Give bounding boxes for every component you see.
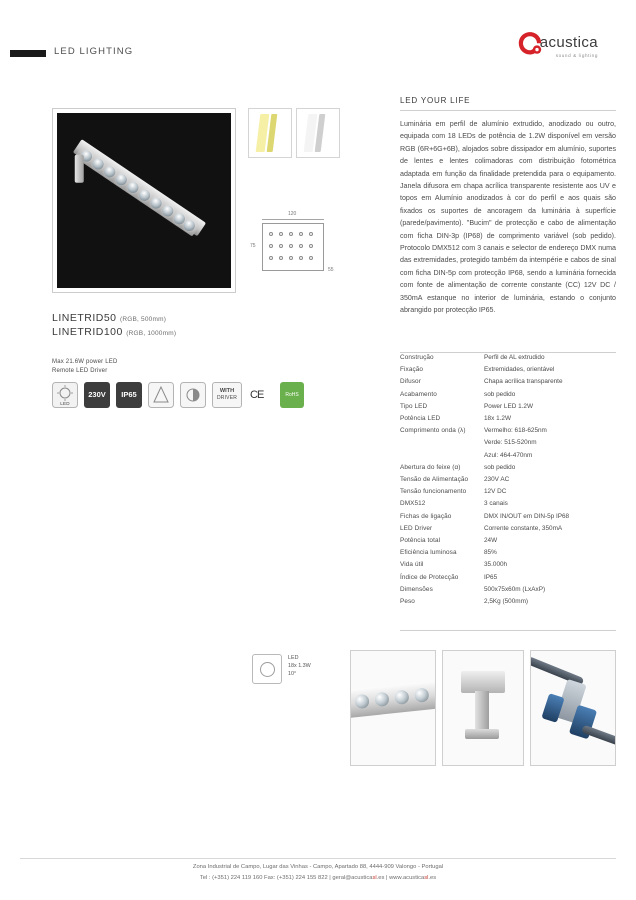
led-beam-icon (252, 654, 282, 684)
spec-row (400, 559, 616, 571)
spec-value: 12V DC (484, 488, 507, 496)
spec-value: 24W (484, 537, 498, 545)
title-divider (400, 110, 616, 111)
spec-key: Eficiência luminosa (400, 549, 457, 557)
spec-key: Potência LED (400, 415, 441, 423)
bracket-stem (475, 691, 489, 731)
ip65-icon (116, 382, 142, 408)
led-beam-line: 10° (288, 671, 297, 677)
spec-row (400, 535, 616, 547)
drawing-dim-line-top (262, 219, 324, 220)
spec-key: Construção (400, 354, 434, 361)
spec-key: Índice de Protecção (400, 573, 459, 581)
model-list (52, 312, 272, 340)
spec-value: Power LED 1.2W (484, 402, 534, 410)
spec-row (400, 547, 616, 559)
led-icon-label: LED (60, 401, 70, 406)
model-row (52, 326, 272, 338)
voltage-icon (84, 382, 110, 408)
spec-row (400, 401, 616, 413)
led-bar-illustration (57, 124, 218, 288)
beam-glyph (148, 382, 174, 408)
with-driver-bottom: DRIVER (216, 395, 238, 401)
section-title-led-your-life: LED YOUR LIFE (400, 96, 471, 105)
spec-row (400, 511, 616, 523)
bracket-head (461, 671, 505, 693)
model-spec: (RGB, 1000mm) (126, 330, 177, 337)
with-driver-top: WITH (219, 388, 235, 394)
spec-key: Peso (400, 598, 415, 606)
spec-value: 230V AC (484, 476, 510, 484)
spec-row (400, 413, 616, 425)
power-notes (52, 358, 118, 376)
spec-value: 500x75x60m (LxAxP) (484, 585, 546, 593)
spec-value: DMX IN/OUT em DIN-5p IP68 (484, 512, 570, 520)
feature-icon-row (52, 382, 299, 410)
finish-swatches (248, 108, 340, 158)
page-category-title: LED LIGHTING (54, 46, 134, 57)
spec-table (400, 352, 616, 608)
rohs-icon (280, 382, 304, 408)
spec-key: Acabamento (400, 390, 437, 398)
power-note-line: Remote LED Driver (52, 368, 108, 374)
beam-angle-icon (148, 382, 174, 408)
spec-table-bottom-rule (400, 630, 616, 631)
led-beam-line: 18x 1.3W (288, 663, 311, 669)
spec-value: 85% (484, 549, 497, 557)
model-row (52, 312, 272, 324)
page-footer (0, 862, 636, 884)
spec-value: Verde: 515-520nm (484, 439, 537, 447)
ce-mark-icon (250, 389, 263, 401)
footer-contact-mid: .es | www.acustica (376, 875, 425, 881)
footer-contact-accent: sl (424, 875, 429, 881)
spec-value: sob pedido (484, 463, 516, 471)
bracket-illustration (461, 671, 505, 747)
closeup-led (374, 692, 389, 707)
ip-value: IP65 (121, 390, 137, 399)
spec-row (400, 596, 616, 608)
dimmable-icon (180, 382, 206, 408)
spec-key: Tensão de Alimentação (400, 476, 469, 484)
drawing-dim-left: 75 (250, 243, 256, 249)
spec-value: 18x 1.2W (484, 415, 511, 423)
spec-value: sob pedido (484, 390, 516, 398)
spec-key: Tensão funcionamento (400, 488, 467, 496)
footer-contact-post: .es (428, 875, 437, 881)
technical-drawing (248, 205, 344, 291)
spec-row (400, 437, 616, 449)
spec-row (400, 389, 616, 401)
footer-divider (20, 858, 616, 859)
spec-key: Dimensões (400, 585, 433, 593)
spec-row (400, 498, 616, 510)
voltage-value: 230V (88, 390, 106, 399)
spec-row (400, 572, 616, 584)
spec-row (400, 523, 616, 535)
detail-photo-row (350, 650, 616, 766)
spec-key: Abertura do feixe (α) (400, 463, 461, 471)
brand-logo (504, 28, 616, 76)
footer-contact-pre: Tel : (+351) 224 119 160 Fax: (+351) 224 155 822 | geral@acustica (199, 875, 373, 881)
photo-mounting-bracket (442, 650, 524, 766)
brand-tagline: sound & lighting (555, 53, 598, 58)
spec-key: Tipo LED (400, 402, 428, 410)
model-name: LINETRID100 (52, 326, 123, 338)
product-description: Luminária em perfil de alumínio extrudido, anodizado ou outro, equipada com 18 LEDs de potência de 1.2W disponível em versão RGB (6R+6G+6B), alojados sobre dissipador em alumínio, suportes de lentes e lentes colimadoras com distribuição fotométrica adaptada em função da finalidade pretendida para o equipamento. Janela difusora em chapa acrílica transparente resistente aos UV e topos em Alumínio anodizados à cor do perfil e aos quais são fixados os suportes de ancoragem da luminária à superfície (parede/pavimento). "Bucim" de protecção e cabo de alimentação com ficha DIN-3p (IP68) de comprimento variável (sob pedido). Protocolo DMX512 com 3 canais e selector de endereço DMX numa das extremidades, protegido também da intempérie e cabos de sinal com ficha DIN-5p com protecção IP68, sendo a luminária fornecida com fonte de alimentação de corrente constante (CC) 12V DC / 350mA estanque no interior de luminária, estando o conjunto abrangido por protecção IP65. (400, 120, 616, 315)
spec-row (400, 474, 616, 486)
spec-row (400, 425, 616, 437)
power-note-line: Max 21.6W power LED (52, 359, 118, 365)
spec-value: Azul: 464-470nm (484, 451, 533, 459)
photo-fixture-detail (350, 650, 436, 766)
spec-key: Difusor (400, 378, 421, 386)
spec-value: Vermelho: 618-625nm (484, 427, 547, 435)
led-icon (52, 382, 78, 408)
spec-row (400, 376, 616, 388)
spec-key (400, 450, 484, 462)
model-spec: (RGB, 500mm) (119, 316, 167, 323)
fixture-bracket (75, 155, 84, 183)
spec-key: Comprimento onda (λ) (400, 427, 466, 435)
spec-row (400, 450, 616, 462)
page-header (0, 28, 636, 88)
closeup-led (414, 687, 429, 702)
spec-value: 35.000h (484, 561, 508, 569)
spec-key: LED Driver (400, 524, 433, 532)
fixture-body (73, 139, 206, 236)
closeup-led (354, 694, 369, 709)
footer-address: Zona Industrial de Campo, Lugar das Vinhas - Campo, Apartado 88, 4444-909 Valongo - Portugal (192, 864, 444, 870)
led-beam-line: LED (288, 655, 299, 661)
with-driver-icon (212, 382, 242, 408)
spec-key (400, 437, 484, 449)
closeup-led (394, 690, 409, 705)
drawing-dim-right: 55 (328, 267, 334, 273)
led-beam-spec (252, 650, 342, 698)
spec-key: Vida útil (400, 561, 424, 569)
model-name: LINETRID50 (52, 312, 117, 324)
brand-name: acustica (539, 34, 598, 51)
ce-text: CE (250, 389, 264, 401)
spec-row (400, 486, 616, 498)
led-beam-text (288, 654, 311, 678)
spec-value: Extremidades, orientável (484, 366, 555, 374)
spec-row (400, 352, 616, 364)
rohs-text: RoHS (285, 392, 299, 398)
spec-row (400, 364, 616, 376)
product-main-photo (52, 108, 236, 293)
finish-swatch-warm (248, 108, 292, 158)
footer-contact (0, 873, 636, 884)
spec-value: 3 canais (484, 500, 508, 508)
spec-value: Chapa acrílica transparente (484, 378, 563, 386)
spec-row (400, 462, 616, 474)
header-accent-bar (10, 50, 46, 57)
footer-contact-accent: sl (372, 875, 377, 881)
fixture-closeup (350, 679, 436, 719)
spec-value: IP65 (484, 573, 498, 581)
led-beam-glyph (260, 662, 275, 677)
drawing-outline (262, 223, 324, 271)
spec-value: 2,5Kg (500mm) (484, 598, 529, 606)
spec-key: Potência total (400, 537, 441, 545)
product-photo-canvas (57, 113, 231, 288)
spec-key: Fixação (400, 366, 424, 374)
spec-value: Perfil de AL extrudido (484, 354, 545, 361)
bracket-foot (465, 729, 499, 739)
spec-key: Fichas de ligação (400, 512, 452, 520)
photo-cable-connectors (530, 650, 616, 766)
dimmable-glyph (180, 382, 206, 408)
spec-key: DMX512 (400, 500, 426, 508)
spec-row (400, 584, 616, 596)
finish-swatch-white (296, 108, 340, 158)
spec-value: Corrente constante, 350mA (484, 524, 563, 532)
drawing-dim-top: 120 (288, 211, 297, 217)
